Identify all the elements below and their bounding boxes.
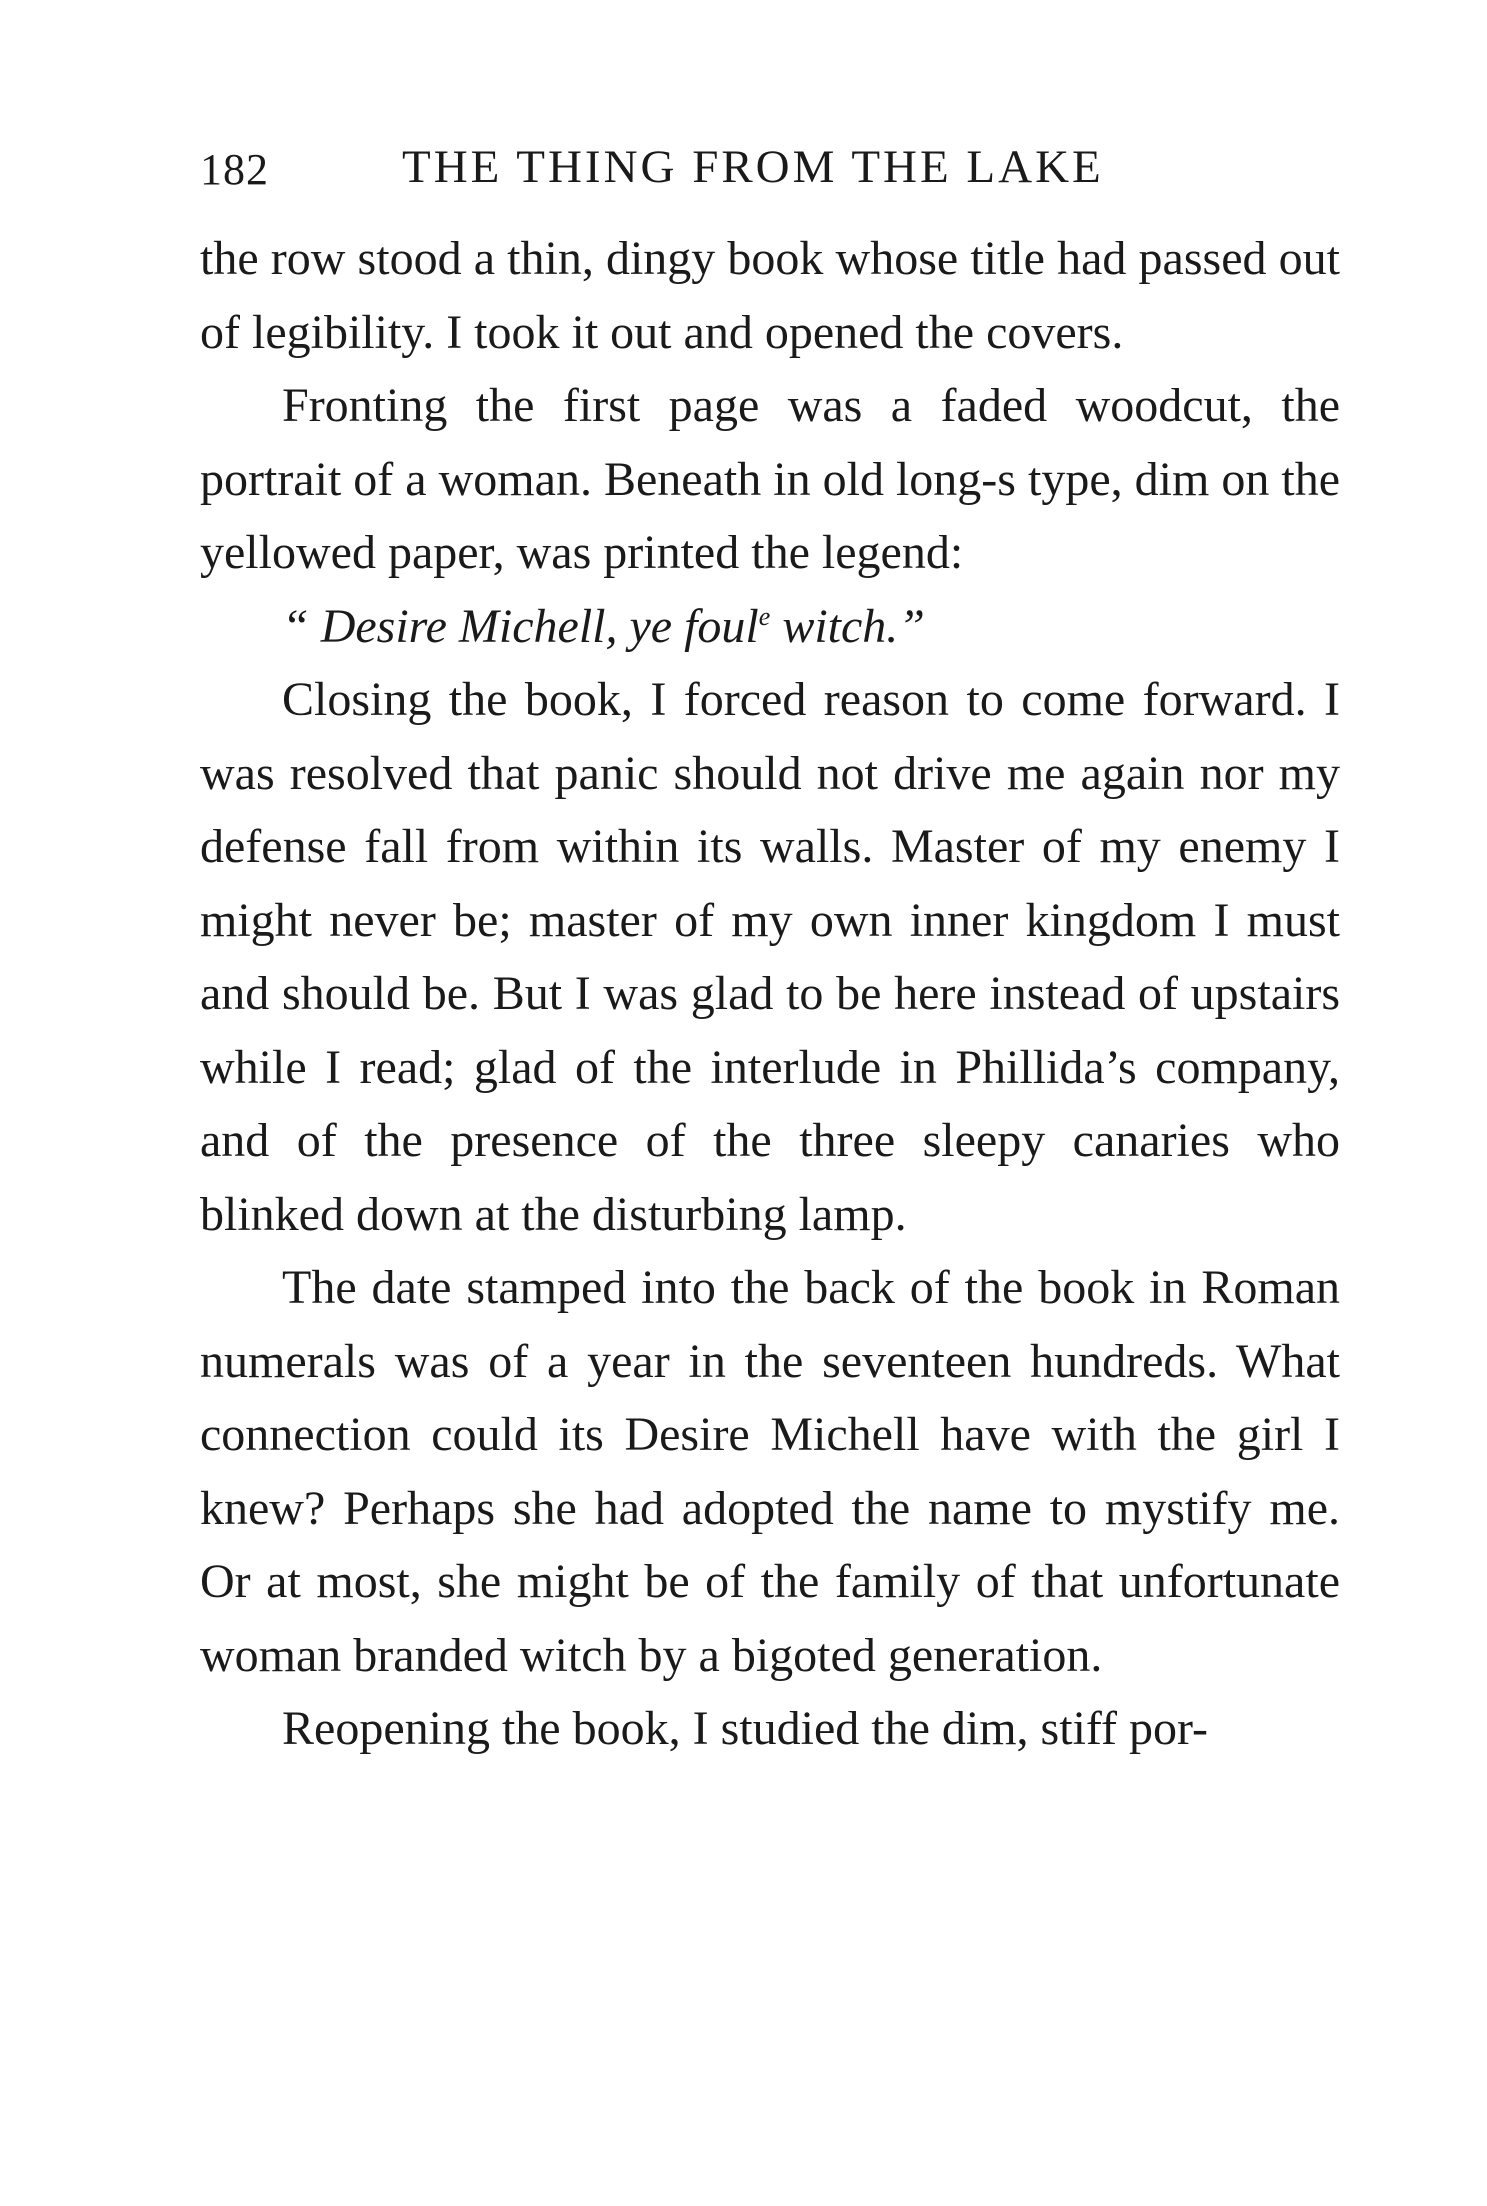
legend-text-end: witch.” <box>770 599 925 653</box>
paragraph-5: The date stamped into the back of the book in Roman numerals was of a year in the seventeen hundreds. What connection could its Desire Michell have with the girl I knew? Perhaps she had adopted the name to mystify me. Or at most, she might be of the family of that unfortunate woman branded witch by a bigoted generation. <box>200 1261 1340 1682</box>
paragraph-6: Reopening the book, I studied the dim, stiff por- <box>282 1702 1209 1755</box>
book-page <box>200 140 1340 1766</box>
page-number: 182 <box>200 145 269 194</box>
paragraph-2: Fronting the first page was a faded woodcut, the portrait of a woman. Beneath in old long-s type, dim on the yellowed paper, was printed the legend: <box>200 379 1340 579</box>
paragraph-1: the row stood a thin, dingy book whose title had passed out of legibility. I took it out and opened the covers. <box>200 232 1340 359</box>
paragraph-4: Closing the book, I forced reason to come forward. I was resolved that panic should not drive me again nor my defense fall from within its walls. Master of my enemy I might never be; master of my own inner kingdom I must and should be. But I was glad to be here instead of upstairs while I read; glad of the interlude in Phillida’s company, and of the presence of the three sleepy canaries who blinked down at the disturbing lamp. <box>200 673 1340 1241</box>
legend-text-start: “ Desire Michell, ye foul <box>282 599 759 653</box>
running-title: THE THING FROM THE LAKE <box>402 141 1104 193</box>
body-text <box>200 222 1340 1766</box>
running-head <box>200 140 1340 200</box>
legend-superscript: e <box>758 601 771 631</box>
quoted-legend <box>200 590 1340 664</box>
